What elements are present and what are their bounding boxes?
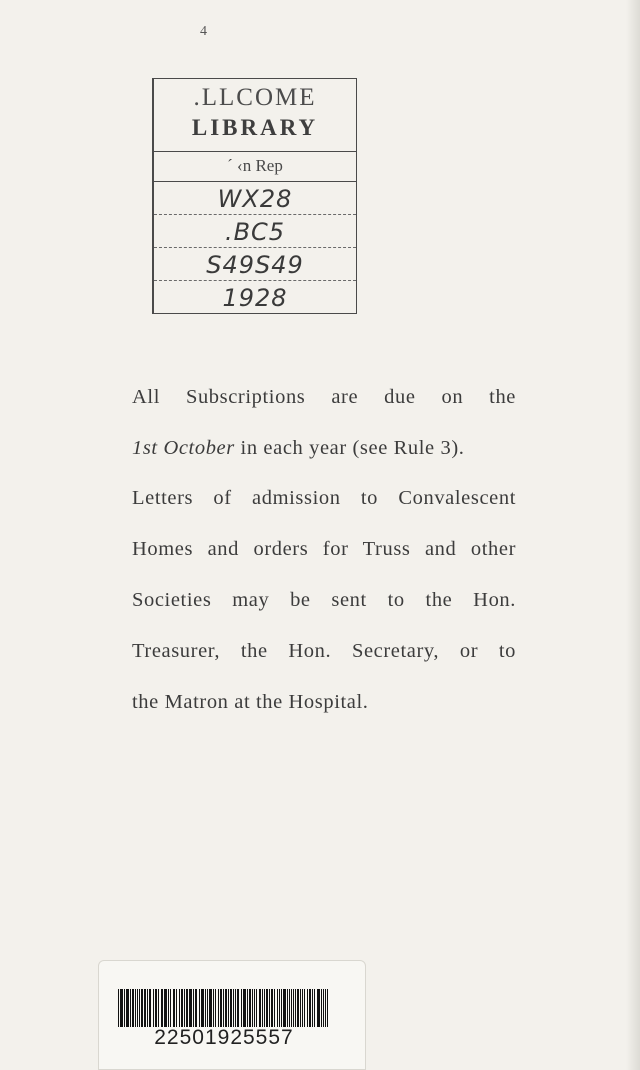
barcode-bar (153, 989, 154, 1027)
barcode-bar (325, 989, 326, 1027)
barcode-bar (220, 989, 222, 1027)
barcode-bar (271, 989, 273, 1027)
page-edge-shadow (626, 0, 640, 1070)
pencil-mark: 4 (200, 24, 207, 39)
barcode-bar (181, 989, 183, 1027)
barcode-bar (262, 989, 263, 1027)
barcode-bar (249, 989, 251, 1027)
barcode-bar (120, 989, 123, 1027)
barcode-number: 22501925557 (154, 1026, 294, 1049)
barcode-bar (215, 989, 216, 1027)
barcode-bar (213, 989, 214, 1027)
barcode-bar (291, 989, 292, 1027)
barcode-bar (144, 989, 146, 1027)
barcode-bar (235, 989, 236, 1027)
barcode-bar (277, 989, 278, 1027)
barcode-bar (189, 989, 192, 1027)
barcode-bar (130, 989, 131, 1027)
barcode-bar (158, 989, 159, 1027)
notice-text: in each year (see Rule 3). (234, 437, 465, 459)
barcode-bar (247, 989, 248, 1027)
barcode-bar (323, 989, 324, 1027)
barcode-bar (161, 989, 163, 1027)
barcode-bar (201, 989, 204, 1027)
barcode-bar (176, 989, 177, 1027)
barcode-bar (327, 989, 328, 1027)
barcode-bar (241, 989, 242, 1027)
barcode-bar (135, 989, 136, 1027)
barcode-bar (230, 989, 232, 1027)
barcode-bar (223, 989, 224, 1027)
notice-line: the Matron at the Hospital. (132, 691, 369, 713)
stamp-year: 1928 (222, 284, 288, 312)
barcode-bar (195, 989, 197, 1027)
stamp-header (154, 79, 356, 152)
stamp-subclass: .BC5 (154, 215, 356, 248)
barcode-bar (274, 989, 275, 1027)
barcode-bar (155, 989, 157, 1027)
barcode-bar (302, 989, 303, 1027)
barcode-bar (141, 989, 143, 1027)
barcode-bar (312, 989, 313, 1027)
barcode-bar (300, 989, 301, 1027)
barcode-bar (205, 989, 206, 1027)
notice-line: Homes and orders for Truss and other (132, 538, 516, 560)
barcode-bar (279, 989, 280, 1027)
barcode-bar (304, 989, 305, 1027)
barcode-bar (293, 989, 294, 1027)
barcode-bar (149, 989, 151, 1027)
barcode (118, 989, 330, 1027)
notice-line: All Subscriptions are due on the (132, 386, 516, 408)
barcode-bar (186, 989, 188, 1027)
barcode-bar (173, 989, 175, 1027)
notice-line: Societies may be sent to the Hon. (132, 589, 516, 611)
barcode-bar (289, 989, 290, 1027)
barcode-bar (281, 989, 282, 1027)
barcode-bar (193, 989, 194, 1027)
barcode-bar (209, 989, 212, 1027)
barcode-bar (207, 989, 208, 1027)
subscriptions-notice (132, 372, 516, 474)
barcode-bar (259, 989, 261, 1027)
library-stamp (152, 78, 357, 314)
stamp-number: S49S49 (154, 248, 356, 281)
barcode-bar (243, 989, 246, 1027)
barcode-bar (283, 989, 286, 1027)
admission-notice (132, 473, 516, 728)
barcode-bar (147, 989, 148, 1027)
barcode-bar (168, 989, 169, 1027)
barcode-bar (287, 989, 288, 1027)
barcode-bar (126, 989, 129, 1027)
stamp-library-label: LIBRARY (191, 115, 319, 140)
barcode-bar (297, 989, 299, 1027)
stamp-collection: ´ ‹n Rep (154, 152, 356, 182)
barcode-bar (233, 989, 234, 1027)
barcode-bar (256, 989, 257, 1027)
due-date: 1st October (132, 437, 235, 459)
barcode-bar (184, 989, 185, 1027)
barcode-bar (309, 989, 311, 1027)
barcode-bar (321, 989, 322, 1027)
stamp-classmark: WX28 (154, 182, 356, 215)
barcode-bar (199, 989, 200, 1027)
barcode-bar (132, 989, 134, 1027)
barcode-bar (137, 989, 138, 1027)
barcode-bar (295, 989, 296, 1027)
barcode-bar (124, 989, 125, 1027)
barcode-bar (228, 989, 229, 1027)
notice-line (132, 423, 516, 474)
barcode-bar (269, 989, 270, 1027)
barcode-bar (218, 989, 219, 1027)
barcode-bar (314, 989, 315, 1027)
notice-line: Letters of admission to Convalescent (132, 487, 516, 509)
barcode-bar (170, 989, 171, 1027)
barcode-bar (266, 989, 268, 1027)
barcode-bar (179, 989, 180, 1027)
barcode-bar (237, 989, 239, 1027)
notice-line: Treasurer, the Hon. Secretary, or to (132, 640, 516, 662)
barcode-bar (307, 989, 308, 1027)
barcode-bar (264, 989, 265, 1027)
barcode-bar (254, 989, 255, 1027)
barcode-bar (164, 989, 167, 1027)
barcode-bar (139, 989, 140, 1027)
barcode-bar (225, 989, 227, 1027)
stamp-library-name: .LLCOME (193, 84, 317, 111)
barcode-bar (118, 989, 119, 1027)
barcode-bar (252, 989, 253, 1027)
barcode-bar (317, 989, 320, 1027)
